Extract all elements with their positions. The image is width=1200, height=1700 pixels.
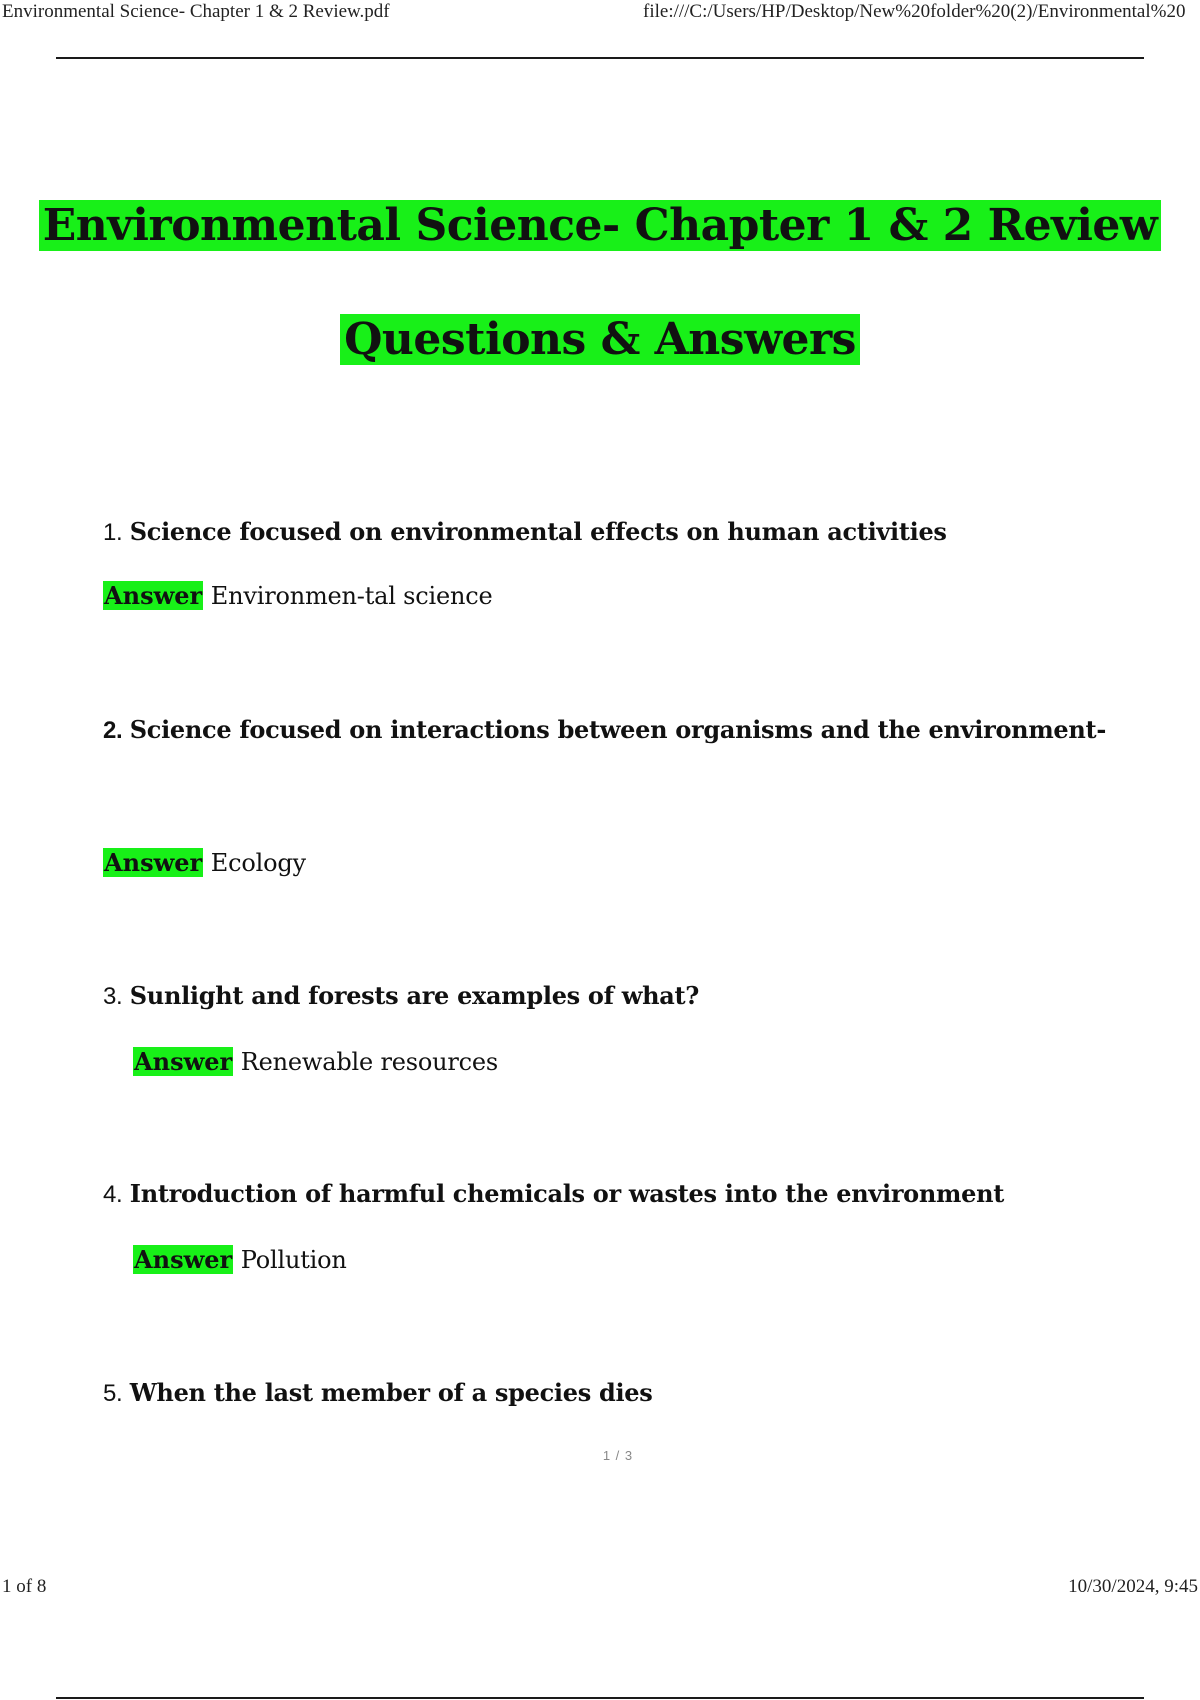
question-number: 3. [103, 983, 123, 1010]
question-3 [103, 980, 699, 1013]
answer-label: Answer [134, 1047, 233, 1076]
page-indicator: 1 / 3 [602, 1448, 634, 1463]
question-5 [103, 1377, 652, 1410]
question-4 [103, 1178, 1004, 1211]
question-text: Sunlight and forests are examples of what? [129, 981, 700, 1010]
question-text: Science focused on environmental effects on human activities [129, 517, 947, 546]
document-title [0, 197, 1200, 255]
question-text: Science focused on interactions between organisms and the environment- [129, 715, 1106, 744]
page-count: 1 of 8 [2, 1576, 47, 1597]
answer-4 [133, 1244, 347, 1276]
answer-3 [133, 1046, 498, 1078]
answer-text: Ecology [210, 849, 306, 877]
file-url: file:///C:/Users/HP/Desktop/New%20folder%20(2)/Environmental%20 [643, 1, 1186, 22]
header-divider [56, 57, 1144, 59]
footer-divider [56, 1697, 1144, 1699]
title-line-2: Questions & Answers [340, 314, 860, 365]
question-text: Introduction of harmful chemicals or wastes into the environment [129, 1179, 1005, 1208]
print-header [0, 0, 1200, 26]
title-line-1: Environmental Science- Chapter 1 & 2 Review [39, 200, 1162, 251]
question-1 [103, 516, 947, 549]
answer-text: Pollution [240, 1246, 347, 1274]
answer-text: Renewable resources [240, 1048, 498, 1076]
answer-label: Answer [134, 1245, 233, 1274]
question-number: 4. [103, 1181, 123, 1208]
answer-2 [103, 847, 306, 879]
question-text: When the last member of a species dies [129, 1378, 653, 1407]
document-name: Environmental Science- Chapter 1 & 2 Review.pdf [2, 1, 390, 22]
question-number: 5. [103, 1380, 123, 1407]
answer-text: Environmen-tal science [210, 582, 493, 610]
answer-label: Answer [104, 848, 203, 877]
answer-1 [103, 580, 493, 612]
print-datetime: 10/30/2024, 9:45 [1068, 1576, 1198, 1597]
question-2 [103, 714, 1106, 747]
question-number: 1. [103, 519, 123, 546]
question-number: 2. [103, 717, 123, 744]
document-subtitle [0, 311, 1200, 369]
answer-label: Answer [104, 581, 203, 610]
